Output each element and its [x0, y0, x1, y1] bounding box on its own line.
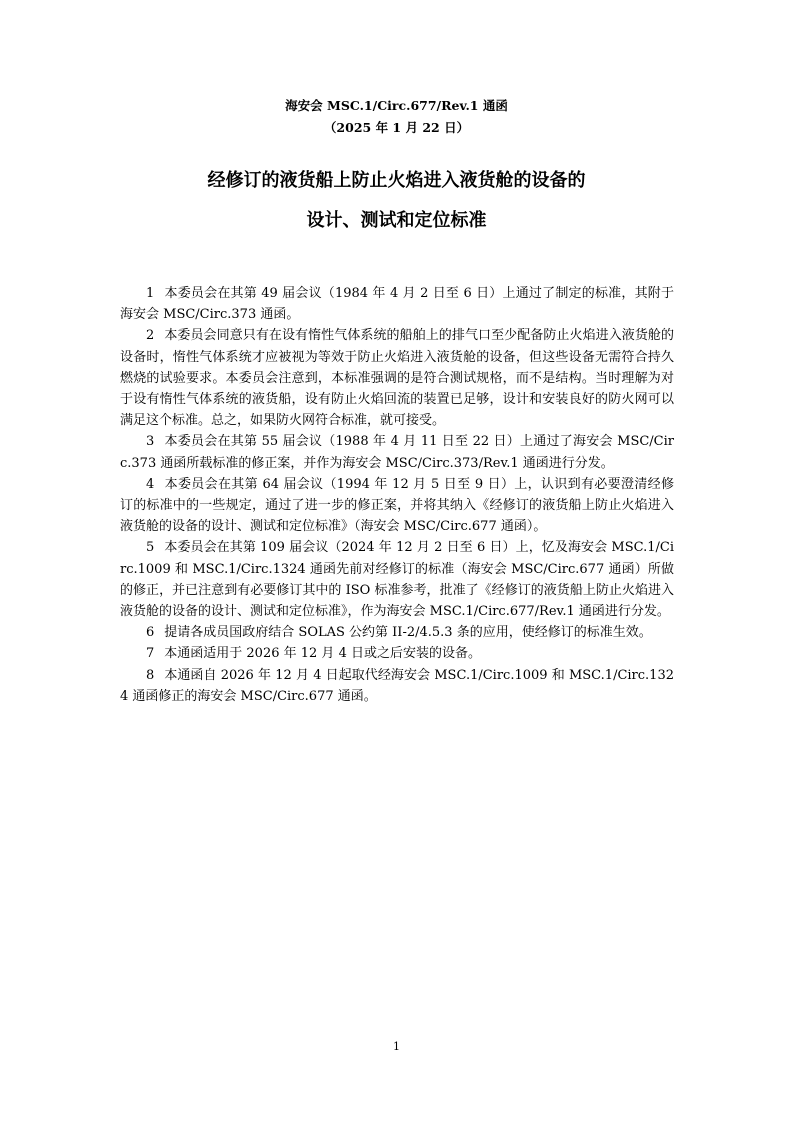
paragraph-4: [120, 474, 674, 538]
paragraph-6: [120, 622, 674, 643]
paragraph-2: [120, 325, 674, 431]
paragraph-text: 提请各成员国政府结合 SOLAS 公约第 II-2/4.5.3 条的应用，使经修订的标准生效。: [164, 625, 652, 641]
paragraph-text: 本委员会在其第 64 届会议（1994 年 12 月 5 日至 9 日）上，认识到有必要澄清经修订的标准中的一些规定，通过了进一步的修正案，并将其纳入《经修订的液货船上防止火焰进入液货舱的设备的设计、测试和定位标准》（海安会 MSC/Circ.677 通函）。: [120, 476, 674, 535]
paragraph-5: [120, 537, 674, 622]
paragraph-text: 本委员会在其第 109 届会议（2024 年 12 月 2 日至 6 日）上，忆及海安会 MSC.1/Circ.1009 和 MSC.1/Circ.1324 通函先前对经修订的标准（海安会 MSC/Circ.677 通函）所做的修正，并已注意到有必要修订其中的 ISO 标准参考，批准了《经修订的液货船上防止火焰进入液货舱的设备的设计、测试和定位标准》，作为海安会 MSC.1/Circ.677/Rev.1 通函进行分发。: [120, 540, 674, 620]
document-title-line-1: 经修订的液货船上防止火焰进入液货舱的设备的: [207, 170, 586, 191]
circular-date: （2025 年 1 月 22 日）: [323, 120, 470, 135]
circular-reference: 海安会 MSC.1/Circ.677/Rev.1 通函: [285, 98, 508, 113]
paragraph-text: 本委员会同意只有在设有惰性气体系统的船舶上的排气口至少配备防止火焰进入液货舱的设备时，惰性气体系统才应被视为等效于防止火焰进入液货舱的设备，但这些设备无需符合持久燃烧的试验要求。本委员会注意到，本标准强调的是符合测试规格，而不是结构。当时理解为对于设有惰性气体系统的液货船，设有防止火焰回流的装置已足够，设计和安装良好的防火网可以满足这个标准。总之，如果防火网符合标准，就可接受。: [120, 328, 674, 429]
paragraph-number: 7: [146, 646, 155, 662]
paragraph-number: 5: [146, 540, 155, 556]
paragraph-number: 6: [146, 625, 155, 641]
paragraph-text: 本通函自 2026 年 12 月 4 日起取代经海安会 MSC.1/Circ.1009 和 MSC.1/Circ.1324 通函修正的海安会 MSC/Circ.677 通函。: [120, 667, 674, 704]
page-number: 1: [393, 1040, 400, 1053]
paragraph-number: 4: [146, 476, 155, 492]
paragraph-text: 本委员会在其第 49 届会议（1984 年 4 月 2 日至 6 日）上通过了制定的标准，其附于海安会 MSC/Circ.373 通函。: [120, 286, 674, 323]
paragraph-number: 8: [146, 667, 155, 683]
paragraph-text: 本通函适用于 2026 年 12 月 4 日或之后安装的设备。: [164, 646, 481, 662]
paragraph-number: 1: [146, 286, 155, 301]
document-body: [120, 283, 674, 707]
document-title-line-2: 设计、测试和定位标准: [306, 210, 487, 231]
paragraph-1: [120, 283, 674, 325]
paragraph-number: 3: [146, 434, 155, 450]
paragraph-number: 2: [146, 328, 155, 344]
paragraph-8: [120, 665, 674, 707]
paragraph-7: [120, 643, 674, 664]
paragraph-text: 本委员会在其第 55 届会议（1988 年 4 月 11 日至 22 日）上通过了海安会 MSC/Circ.373 通函所载标准的修正案，并作为海安会 MSC/Circ.373/Rev.1 通函进行分发。: [120, 434, 674, 471]
paragraph-3: [120, 431, 674, 473]
